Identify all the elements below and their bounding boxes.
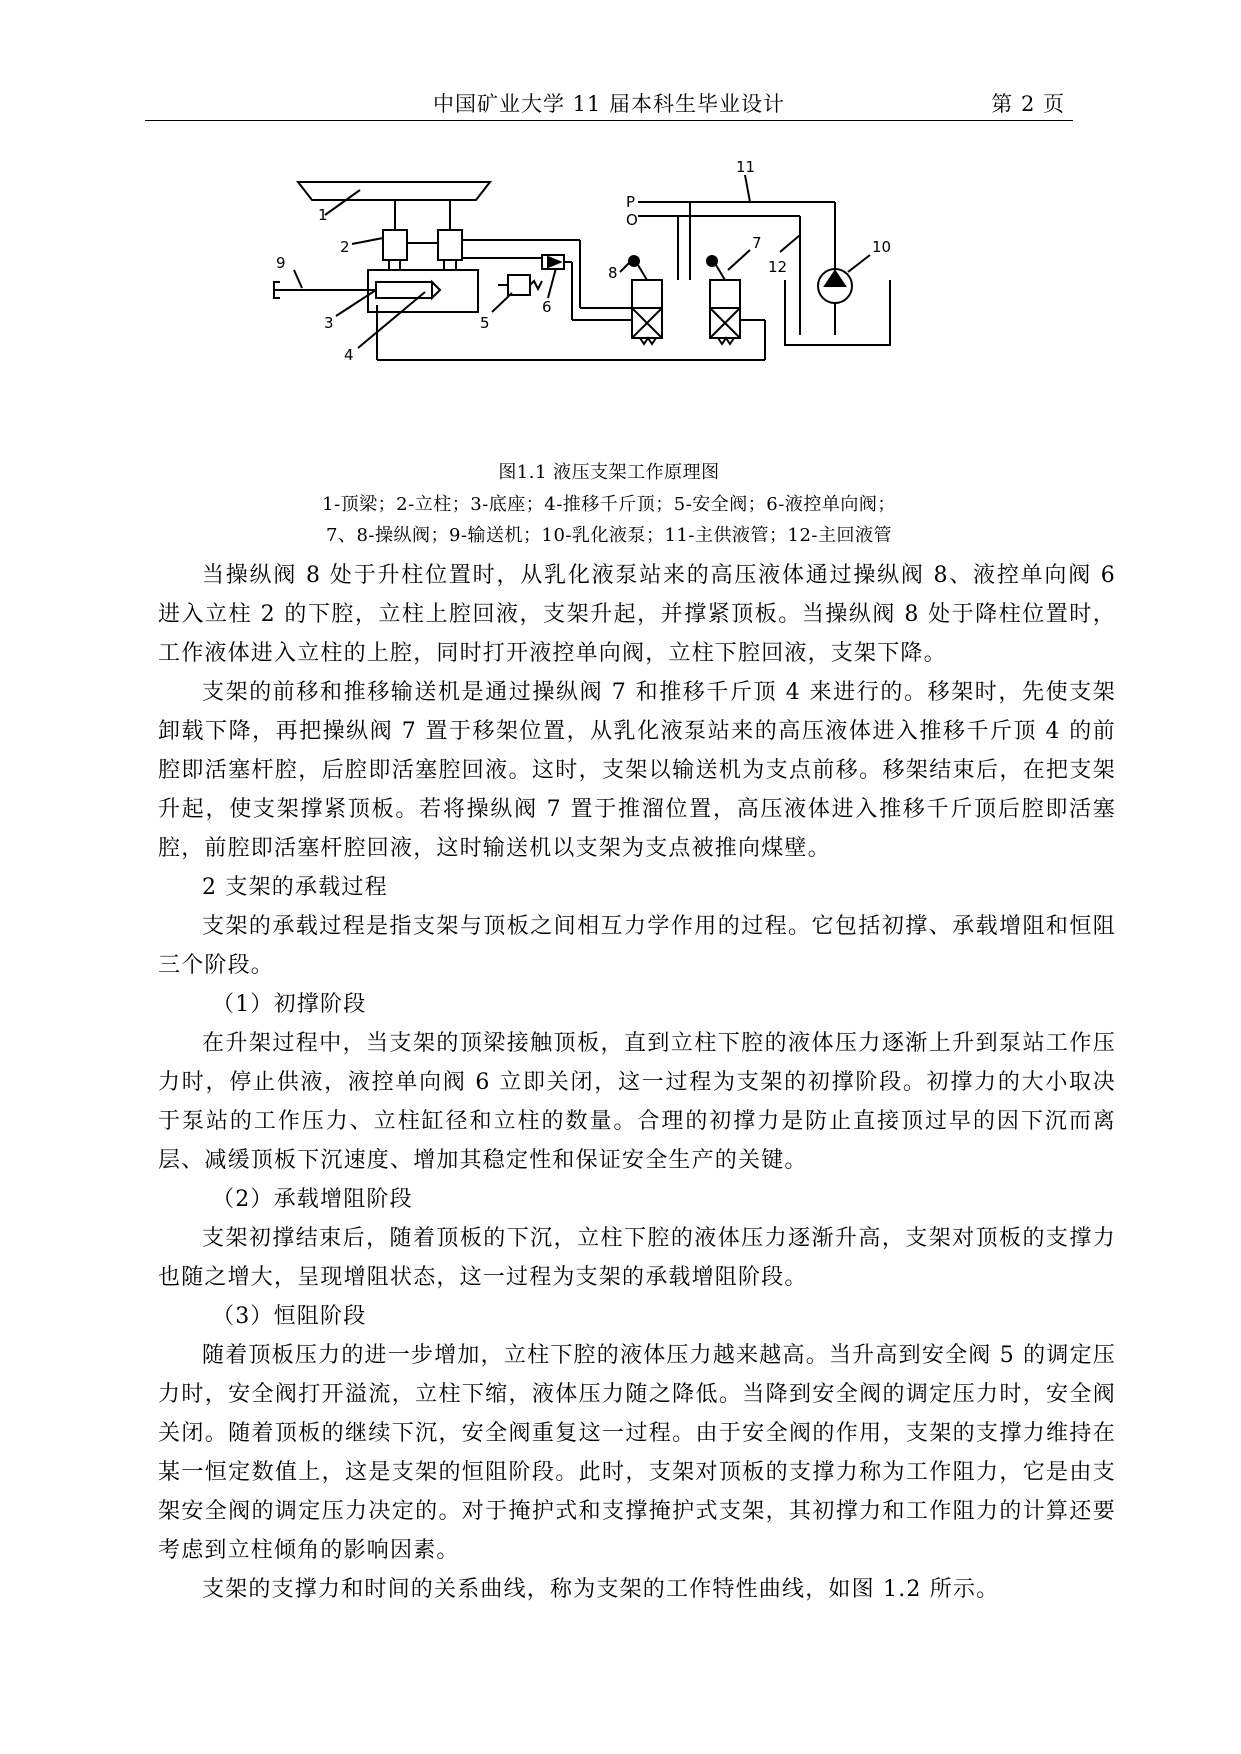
section-heading: 2 支架的承载过程: [202, 875, 388, 900]
label-p: P: [626, 193, 636, 211]
label-3: 3: [324, 314, 334, 332]
paragraph: 支架的前移和推移输送机是通过操纵阀 7 和推移千斤顶 4 来进行的。移架时，先使支架卸载下降，再把操纵阀 7 置于移架位置，从乳化液泵站来的高压液体进入推移千斤顶 4 的前腔即活塞杆腔，后腔即活塞腔回液。这时，支架以输送机为支点前移。移架结束后，在把支架升起，使支架撑紧顶板。若将操纵阀 7 置于推溜位置，高压液体进入推移千斤顶后腔即活塞腔，前腔即活塞杆腔回液，这时输送机以支架为支点被推向煤壁。: [158, 680, 1116, 861]
label-12: 12: [768, 258, 788, 276]
label-7: 7: [752, 234, 762, 252]
figure-caption-line2: 7、8-操纵阀；9-输送机；10-乳化液泵；11-主供液管；12-主回液管: [326, 525, 892, 546]
label-6: 6: [542, 298, 552, 316]
subsection-heading: （3）恒阻阶段: [212, 1304, 367, 1329]
page-number: 第 2 页: [991, 92, 1065, 116]
page-header: [145, 84, 1073, 121]
paragraph: 随着顶板压力的进一步增加，立柱下腔的液体压力越来越高。当升高到安全阀 5 的调定压力时，安全阀打开溢流，立柱下缩，液体压力随之降低。当降到安全阀的调定压力时，安全阀关闭。随着顶板的继续下沉，安全阀重复这一过程。由于安全阀的作用，支架的支撑力维持在某一恒定数值上，这是支架的恒阻阶段。此时，支架对顶板的支撑力称为工作阻力，它是由支架安全阀的调定压力决定的。对于掩护式和支撑掩护式支架，其初撑力和工作阻力的计算还要考虑到立柱倾角的影响因素。: [158, 1343, 1116, 1563]
label-8: 8: [608, 264, 618, 282]
label-4: 4: [344, 346, 354, 364]
subsection-heading: （2）承载增阻阶段: [212, 1187, 413, 1212]
body-text: [158, 556, 1116, 1609]
label-9: 9: [276, 254, 286, 272]
subsection-heading: （1）初撑阶段: [212, 992, 367, 1017]
hydraulic-support-diagram: [276, 158, 1010, 450]
figure-caption-title: 图1.1 液压支架工作原理图: [498, 462, 720, 483]
paragraph: 支架初撑结束后，随着顶板的下沉，立柱下腔的液体压力逐渐升高，支架对顶板的支撑力也随之增大，呈现增阻状态，这一过程为支架的承载增阻阶段。: [158, 1226, 1116, 1290]
paragraph: 当操纵阀 8 处于升柱位置时，从乳化液泵站来的高压液体通过操纵阀 8、液控单向阀 6 进入立柱 2 的下腔，立柱上腔回液，支架升起，并撑紧顶板。当操纵阀 8 处于降柱位置时，工作液体进入立柱的上腔，同时打开液控单向阀，立柱下腔回液，支架下降。: [158, 563, 1116, 666]
label-2: 2: [340, 238, 350, 256]
paragraph: 在升架过程中，当支架的顶梁接触顶板，直到立柱下腔的液体压力逐渐上升到泵站工作压力时，停止供液，液控单向阀 6 立即关闭，这一过程为支架的初撑阶段。初撑力的大小取决于泵站的工作压力、立柱缸径和立柱的数量。合理的初撑力是防止直接顶过早的因下沉而离层、减缓顶板下沉速度、增加其稳定性和保证安全生产的关键。: [158, 1031, 1116, 1173]
label-1: 1: [318, 206, 328, 224]
header-title: 中国矿业大学 11 届本科生毕业设计: [432, 92, 786, 116]
label-11: 11: [736, 158, 756, 176]
paragraph: 支架的支撑力和时间的关系曲线，称为支架的工作特性曲线，如图 1.2 所示。: [202, 1577, 1000, 1602]
label-10: 10: [872, 238, 892, 256]
label-5: 5: [480, 314, 490, 332]
label-o: O: [626, 211, 638, 229]
paragraph: 支架的承载过程是指支架与顶板之间相互力学作用的过程。它包括初撑、承载增阻和恒阻三个阶段。: [158, 914, 1116, 978]
figure-caption-line1: 1-顶梁；2-立柱；3-底座；4-推移千斤顶；5-安全阀；6-液控单向阀；: [322, 494, 896, 515]
